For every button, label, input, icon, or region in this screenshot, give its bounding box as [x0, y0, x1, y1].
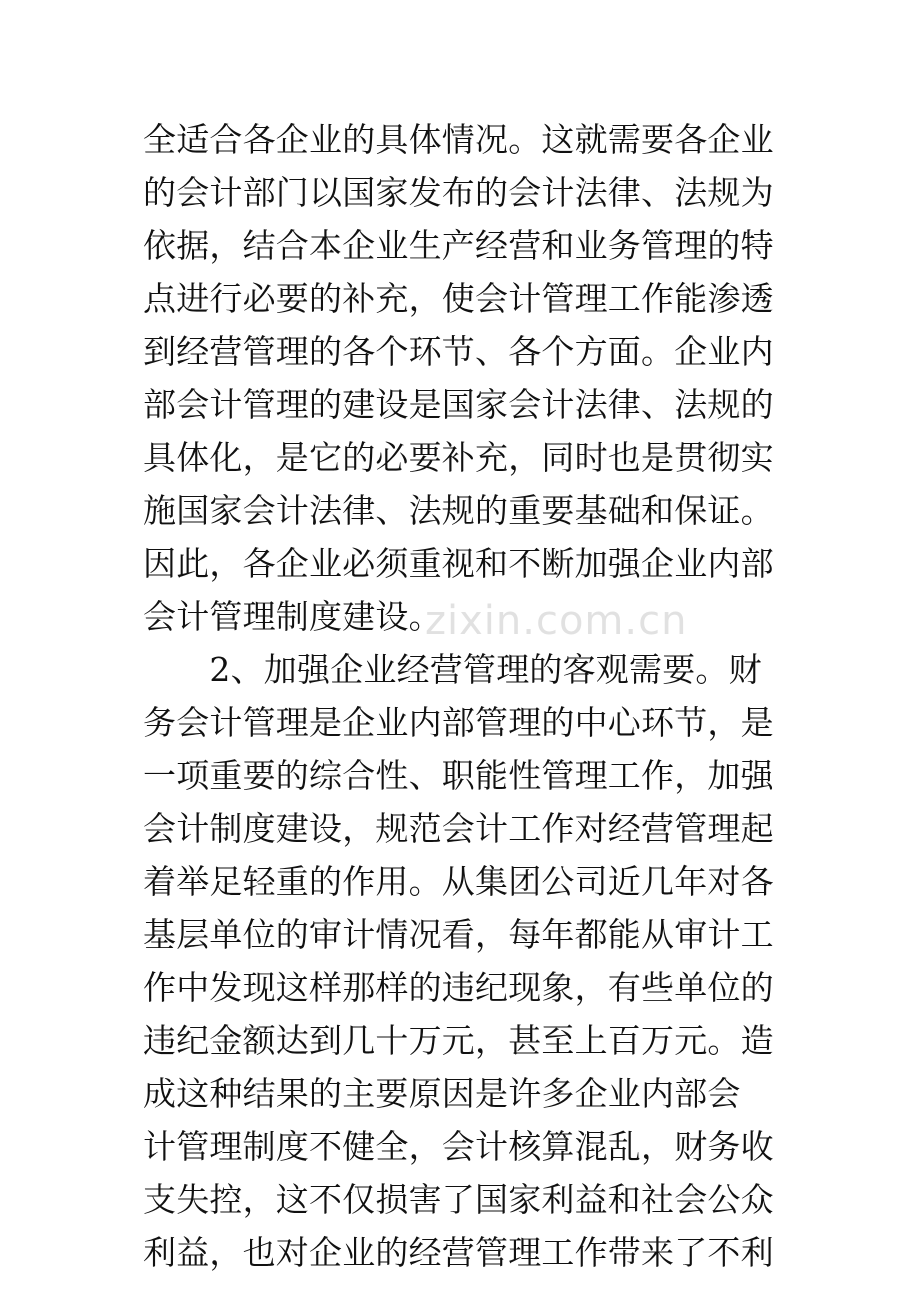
text-line: 违纪金额达到几十万元，甚至上百万元。造 — [143, 1021, 774, 1060]
text-line: 具体化，是它的必要补充，同时也是贯彻实 — [143, 438, 774, 477]
text-line: 计管理制度不健全，会计核算混乱，财务收 — [143, 1127, 774, 1166]
text-line: 施国家会计法律、法规的重要基础和保证。 — [143, 491, 774, 530]
text-line: 着举足轻重的作用。从集团公司近几年对各 — [143, 862, 774, 901]
text-line: 2、加强企业经营管理的客观需要。财 — [143, 650, 762, 689]
text-line: 会计制度建设，规范会计工作对经营管理起 — [143, 809, 774, 848]
text-line: 作中发现这样那样的违纪现象，有些单位的 — [143, 968, 774, 1007]
text-line: 到经营管理的各个环节、各个方面。企业内 — [143, 332, 774, 371]
text-line: 依据，结合本企业生产经营和业务管理的特 — [143, 226, 774, 265]
text-line: 点进行必要的补充，使会计管理工作能渗透 — [143, 279, 774, 318]
text-line: 会计管理制度建设。 — [143, 597, 442, 636]
text-line: 基层单位的审计情况看，每年都能从审计工 — [143, 915, 774, 954]
text-line: 全适合各企业的具体情况。这就需要各企业 — [143, 120, 774, 159]
text-line: 部会计管理的建设是国家会计法律、法规的 — [143, 385, 774, 424]
text-line: 利益，也对企业的经营管理工作带来了不利 — [143, 1233, 774, 1272]
text-line: 的会计部门以国家发布的会计法律、法规为 — [143, 173, 774, 212]
text-line: 支失控，这不仅损害了国家利益和社会公众 — [143, 1180, 774, 1219]
text-line: 成这种结果的主要原因是许多企业内部会 — [143, 1074, 741, 1113]
text-line: 因此，各企业必须重视和不断加强企业内部 — [143, 544, 774, 583]
text-line: 务会计管理是企业内部管理的中心环节，是 — [143, 703, 774, 742]
text-line: 一项重要的综合性、职能性管理工作，加强 — [143, 756, 774, 795]
body-text — [143, 113, 803, 1279]
watermark: zixin.com.cn — [425, 598, 688, 644]
